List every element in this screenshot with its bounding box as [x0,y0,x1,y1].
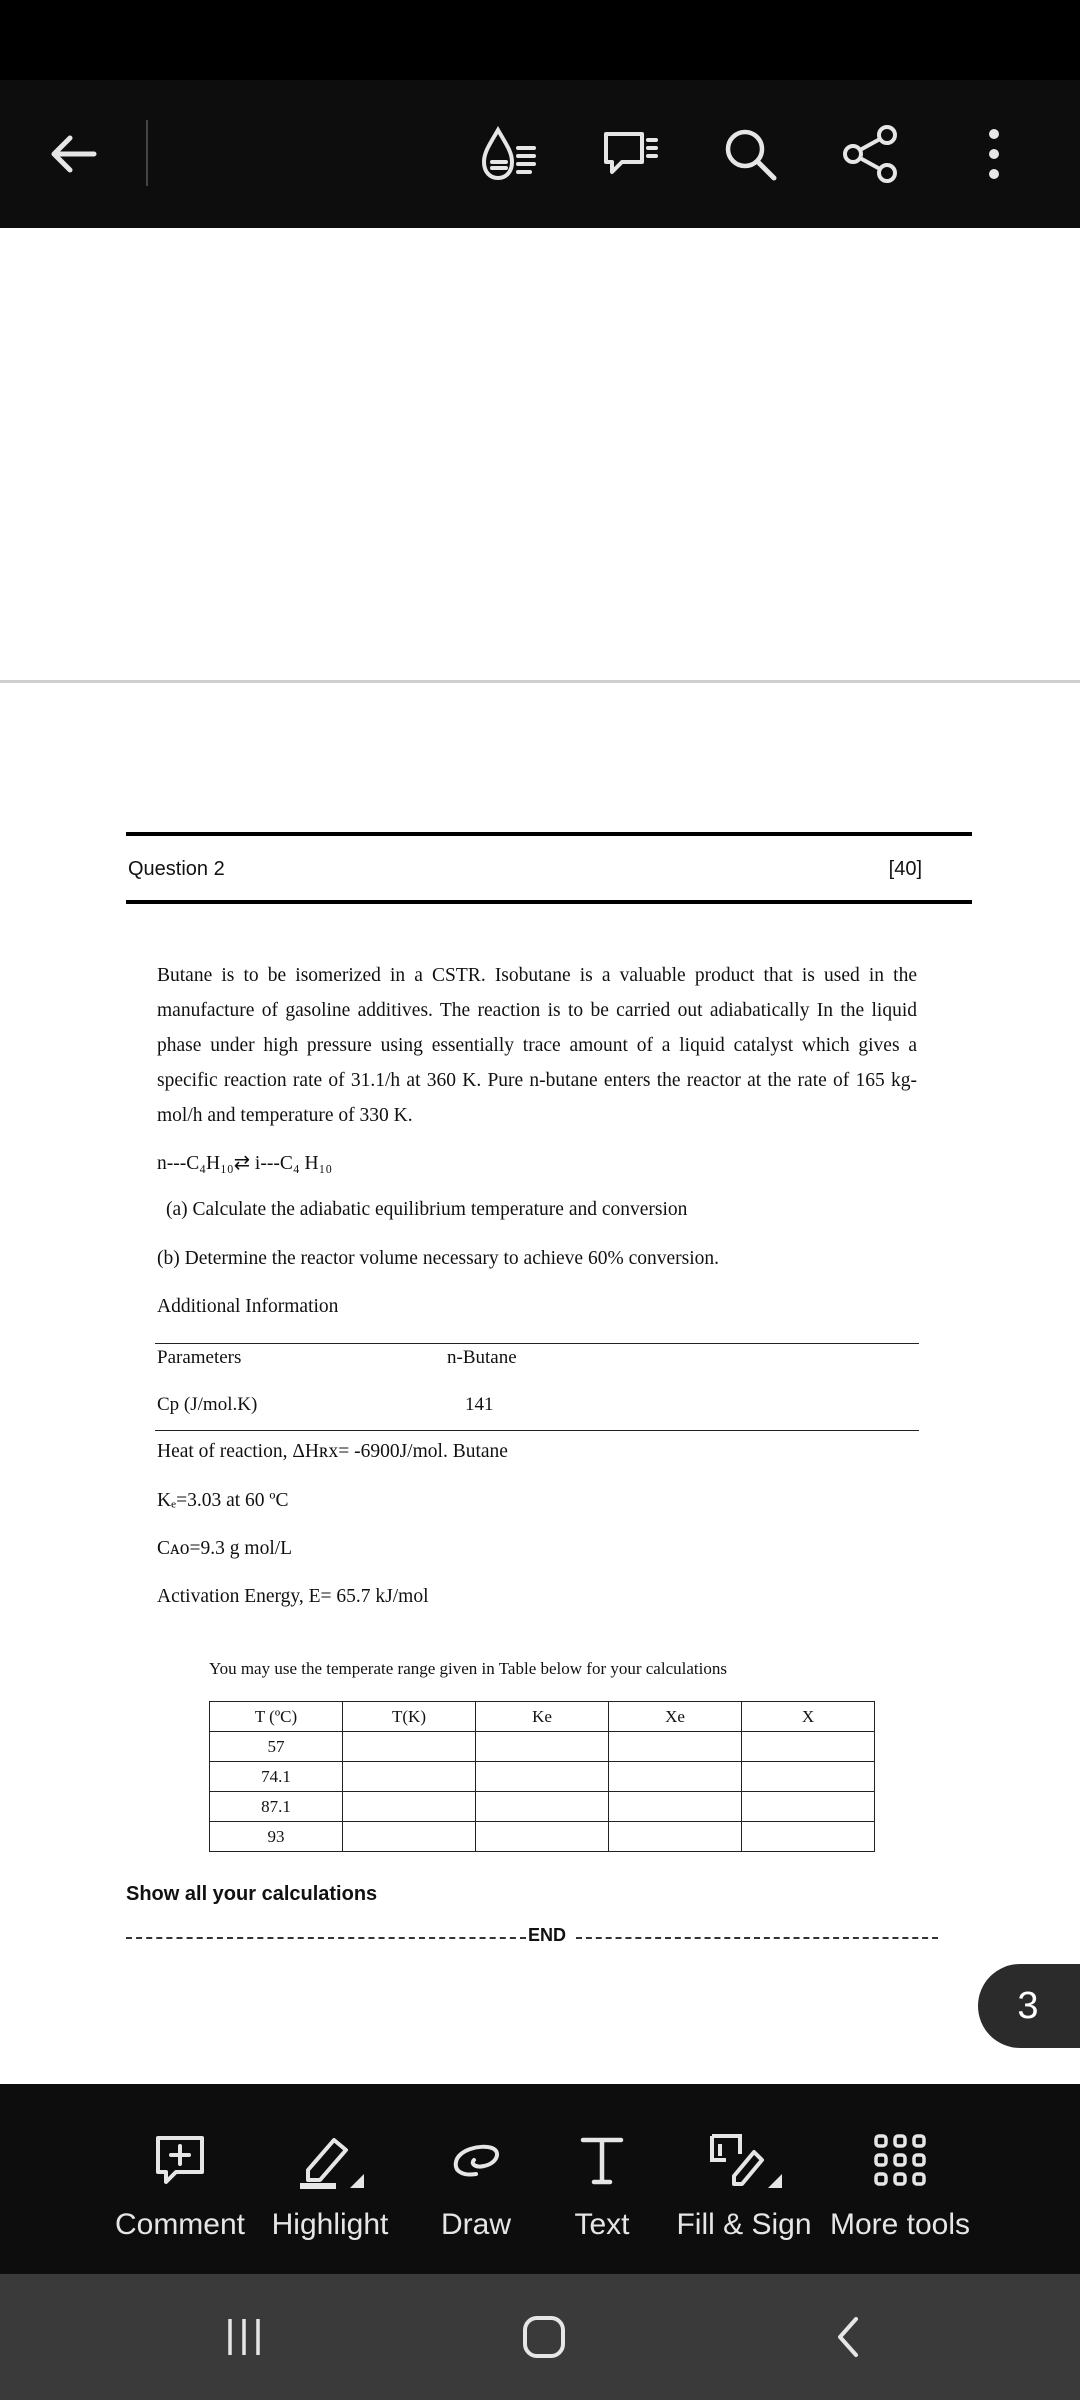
text-label: Text [574,2208,630,2241]
recent-apps-icon[interactable] [204,2304,284,2370]
fill-sign-button[interactable] [668,2084,820,2274]
text-button[interactable] [546,2084,658,2274]
table-row [210,1822,875,1852]
draw-button[interactable] [416,2084,536,2274]
grid-apps-icon [872,2132,928,2188]
param-row-right: 141 [465,1394,494,1415]
page-separator [0,680,1080,683]
comments-list-icon[interactable] [592,116,668,192]
status-bar [0,0,1080,80]
param-row-left: Cp (J/mol.K) [157,1394,258,1415]
comment-label: Comment [114,2208,246,2241]
back-arrow-icon[interactable] [36,116,112,192]
home-icon[interactable] [504,2304,584,2370]
temperature-table [209,1701,875,1852]
bottom-toolbar [0,2084,1080,2274]
activation-energy: Activation Energy, E= 65.7 kJ/mol [157,1586,429,1607]
table-header-cell: T(K) [343,1702,476,1732]
table-header-cell: Ke [476,1702,609,1732]
table-row [210,1762,875,1792]
highlight-button[interactable] [260,2084,400,2274]
text-icon [577,2132,627,2188]
top-app-bar [0,80,1080,228]
table-header-cell: X [742,1702,875,1732]
page-number-badge[interactable]: 3 [978,1964,1080,2048]
comment-button[interactable] [110,2084,250,2274]
search-icon[interactable] [712,116,788,192]
highlighter-icon [294,2130,366,2190]
question-header [126,832,972,904]
question-marks: [40] [888,858,922,880]
highlight-label: Highlight [271,2208,389,2241]
draw-icon [446,2132,506,2188]
table-cell: 57 [210,1732,343,1762]
more-vert-icon[interactable] [956,116,1032,192]
param-header-right: n-Butane [447,1347,517,1368]
table-cell: 93 [210,1822,343,1852]
more-tools-label: More tools [829,2208,971,2241]
more-tools-button[interactable] [826,2084,974,2274]
additional-info-heading: Additional Information [157,1296,339,1317]
table-caption: You may use the temperate range given in Table below for your calculations [209,1659,727,1678]
param-header-left: Parameters [157,1347,242,1368]
system-nav-bar [0,2274,1080,2400]
end-dash-left [126,1937,526,1939]
fill-sign-label: Fill & Sign [676,2208,812,2241]
table-cell: 74.1 [210,1762,343,1792]
part-b-text: (b) Determine the reactor volume necessary to achieve 60% conversion. [157,1248,720,1269]
table-cell: 87.1 [210,1792,343,1822]
reaction-equation: n---C₄H₁₀⇄ i---C₄ H₁₀ [157,1153,333,1174]
show-all-instruction: Show all your calculations [126,1883,378,1905]
table-header-cell: T (ºC) [210,1702,343,1732]
problem-paragraph: Butane is to be isomerized in a CSTR. Isobutane is a valuable product that is used in the manufacture of gasoline additives. The reaction is to be carried out adiabatically In the liquid phase under high pressure using essentially trace amount of a liquid catalyst which gives a specific reaction rate of 31.1/h at 360 K. Pure n-butane enters the reactor at the rate of 165 kg-mol/h and temperature of 330 K. [157,965,917,1126]
reading-mode-icon[interactable] [470,116,546,192]
parameters-table [155,1343,919,1431]
table-header-cell: Xe [609,1702,742,1732]
system-back-icon[interactable] [808,2304,888,2370]
cao-value: Cᴀᴏ=9.3 g mol/L [157,1538,293,1559]
heat-of-reaction: Heat of reaction, ΔHʀx= -6900J/mol. Butane [157,1441,508,1462]
table-header-row [210,1702,875,1732]
part-a-text: (a) Calculate the adiabatic equilibrium temperature and conversion [166,1199,688,1220]
ke-value: Kₑ=3.03 at 60 ºC [157,1490,289,1511]
end-dash-right [576,1937,938,1939]
share-icon[interactable] [832,116,908,192]
end-label: END [528,1925,567,1945]
table-row [210,1792,875,1822]
top-bar-divider [146,120,148,186]
question-title: Question 2 [128,858,225,880]
add-comment-icon [152,2132,208,2188]
fill-sign-icon [704,2130,784,2190]
table-row [210,1732,875,1762]
draw-label: Draw [440,2208,511,2241]
end-divider [126,1925,938,1949]
